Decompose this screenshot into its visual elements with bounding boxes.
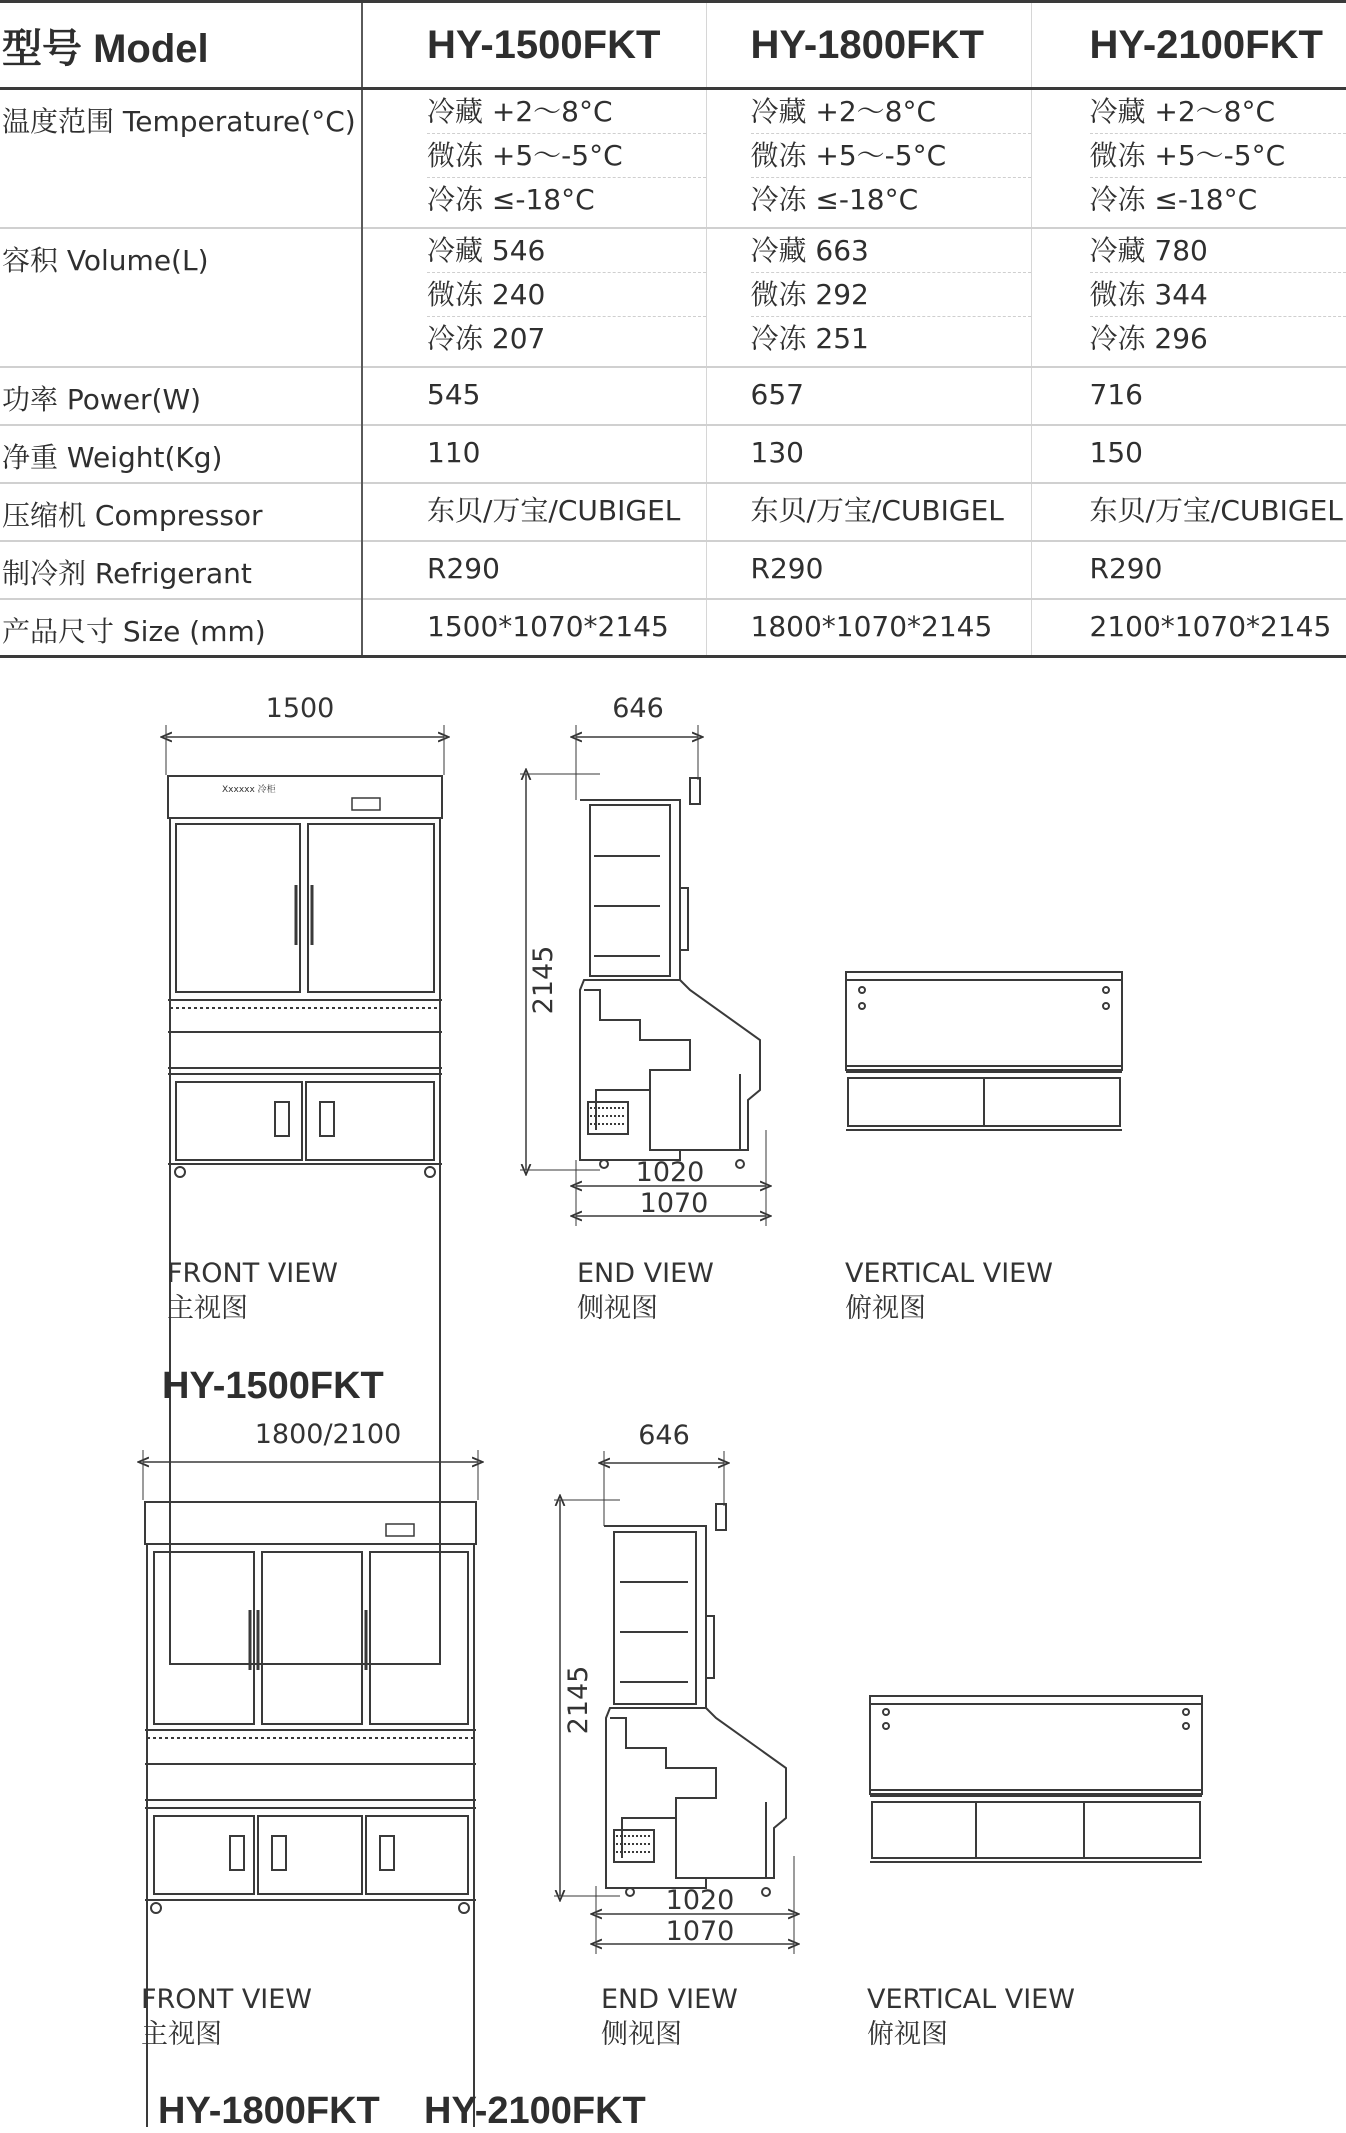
vertical-view-label-2 [867,1982,1075,2052]
dim-depth-top-2: 646 [638,1420,690,1451]
svg-text:Xxxxxx 冷柜: Xxxxxx 冷柜 [222,783,276,795]
table-cell [362,228,706,367]
view-label-zh: 主视图 [167,1291,338,1326]
cell-line: 微冻 +5～-5°C [1090,134,1346,178]
dim-depth-inner-1: 1020 [636,1157,705,1188]
cell-line: 微冻 292 [751,273,1031,317]
cell-line: 微冻 240 [427,273,706,317]
table-cell: 150 [1031,425,1346,483]
cell-line: 微冻 +5～-5°C [427,134,706,178]
cell-line: 冷藏 +2～8°C [1090,90,1346,134]
end-view-label-2 [601,1982,738,2052]
table-cell: R290 [706,541,1031,599]
dim-height-2: 2145 [563,1666,594,1735]
table-cell [362,89,706,228]
view-label-zh: 侧视图 [601,2017,738,2052]
header-hy1500: HY-1500FKT [362,2,706,89]
header-hy1800: HY-1800FKT [706,2,1031,89]
dim-width-1: 1500 [266,693,335,724]
view-label-zh: 俯视图 [867,2017,1075,2052]
table-row-temperature [0,89,1346,228]
front-view-label-1 [167,1256,338,1326]
cell-line: 冷冻 ≤-18°C [1090,178,1346,221]
table-cell: 657 [706,367,1031,425]
row-label: 产品尺寸 Size (mm) [0,599,362,657]
header-model: 型号 Model [0,2,362,89]
table-cell: 东贝/万宝/CUBIGEL [362,483,706,541]
model-label-1: HY-1500FKT [162,1365,384,1408]
view-label-en: VERTICAL VIEW [867,1982,1075,2017]
cell-line: 冷藏 663 [751,229,1031,273]
view-label-en: FRONT VIEW [167,1256,338,1291]
dim-depth-top-1: 646 [612,693,664,724]
table-cell: 东贝/万宝/CUBIGEL [706,483,1031,541]
vertical-view-label-1 [845,1256,1053,1326]
table-cell [706,89,1031,228]
front-view-label-2 [141,1982,312,2052]
table-header-row [0,2,1346,89]
table-cell: 110 [362,425,706,483]
row-label: 制冷剂 Refrigerant [0,541,362,599]
cell-line: 微冻 +5～-5°C [751,134,1031,178]
header-hy2100: HY-2100FKT [1031,2,1346,89]
view-label-en: FRONT VIEW [141,1982,312,2017]
cell-line: 冷冻 296 [1090,317,1346,360]
cell-line: 冷冻 ≤-18°C [427,178,706,221]
table-cell: 716 [1031,367,1346,425]
cell-line: 微冻 344 [1090,273,1346,317]
end-view-label-1 [577,1256,714,1326]
row-label: 功率 Power(W) [0,367,362,425]
table-row-size [0,599,1346,657]
row-label: 净重 Weight(Kg) [0,425,362,483]
table-row-compressor [0,483,1346,541]
table-cell: 545 [362,367,706,425]
model-label-2b: HY-2100FKT [424,2090,646,2133]
table-cell: 2100*1070*2145 [1031,599,1346,657]
view-label-en: END VIEW [601,1982,738,2017]
dim-depth-total-1: 1070 [640,1188,709,1219]
table-row-power [0,367,1346,425]
dim-depth-total-2: 1070 [666,1916,735,1947]
dim-height-1: 2145 [528,946,559,1015]
cell-line: 冷藏 +2～8°C [751,90,1031,134]
cell-line: 冷藏 +2～8°C [427,90,706,134]
table-cell: R290 [362,541,706,599]
cell-line: 冷藏 546 [427,229,706,273]
table-cell: 130 [706,425,1031,483]
view-label-zh: 主视图 [141,2017,312,2052]
table-row-volume [0,228,1346,367]
table-cell [706,228,1031,367]
vertical-view-drawing-2 [870,1696,1202,1862]
row-label: 容积 Volume(L) [0,228,362,367]
view-label-en: VERTICAL VIEW [845,1256,1053,1291]
dim-width-2: 1800/2100 [255,1419,402,1450]
table-cell [1031,89,1346,228]
table-cell: 1500*1070*2145 [362,599,706,657]
model-label-2a: HY-1800FKT [158,2090,380,2133]
cell-line: 冷冻 ≤-18°C [751,178,1031,221]
spec-table [0,0,1346,658]
table-row-refrigerant [0,541,1346,599]
table-cell [1031,228,1346,367]
row-label: 温度范围 Temperature(°C) [0,89,362,228]
dim-depth-inner-2: 1020 [666,1885,735,1916]
vertical-view-drawing-1 [846,972,1122,1130]
table-cell: 1800*1070*2145 [706,599,1031,657]
view-label-en: END VIEW [577,1256,714,1291]
view-label-zh: 俯视图 [845,1291,1053,1326]
row-label: 压缩机 Compressor [0,483,362,541]
table-cell: 东贝/万宝/CUBIGEL [1031,483,1346,541]
cell-line: 冷冻 207 [427,317,706,360]
front-view-drawing-1 [166,725,444,1664]
table-cell: R290 [1031,541,1346,599]
table-row-weight [0,425,1346,483]
cell-line: 冷冻 251 [751,317,1031,360]
cell-line: 冷藏 780 [1090,229,1346,273]
view-label-zh: 侧视图 [577,1291,714,1326]
technical-drawings [0,660,1346,2127]
